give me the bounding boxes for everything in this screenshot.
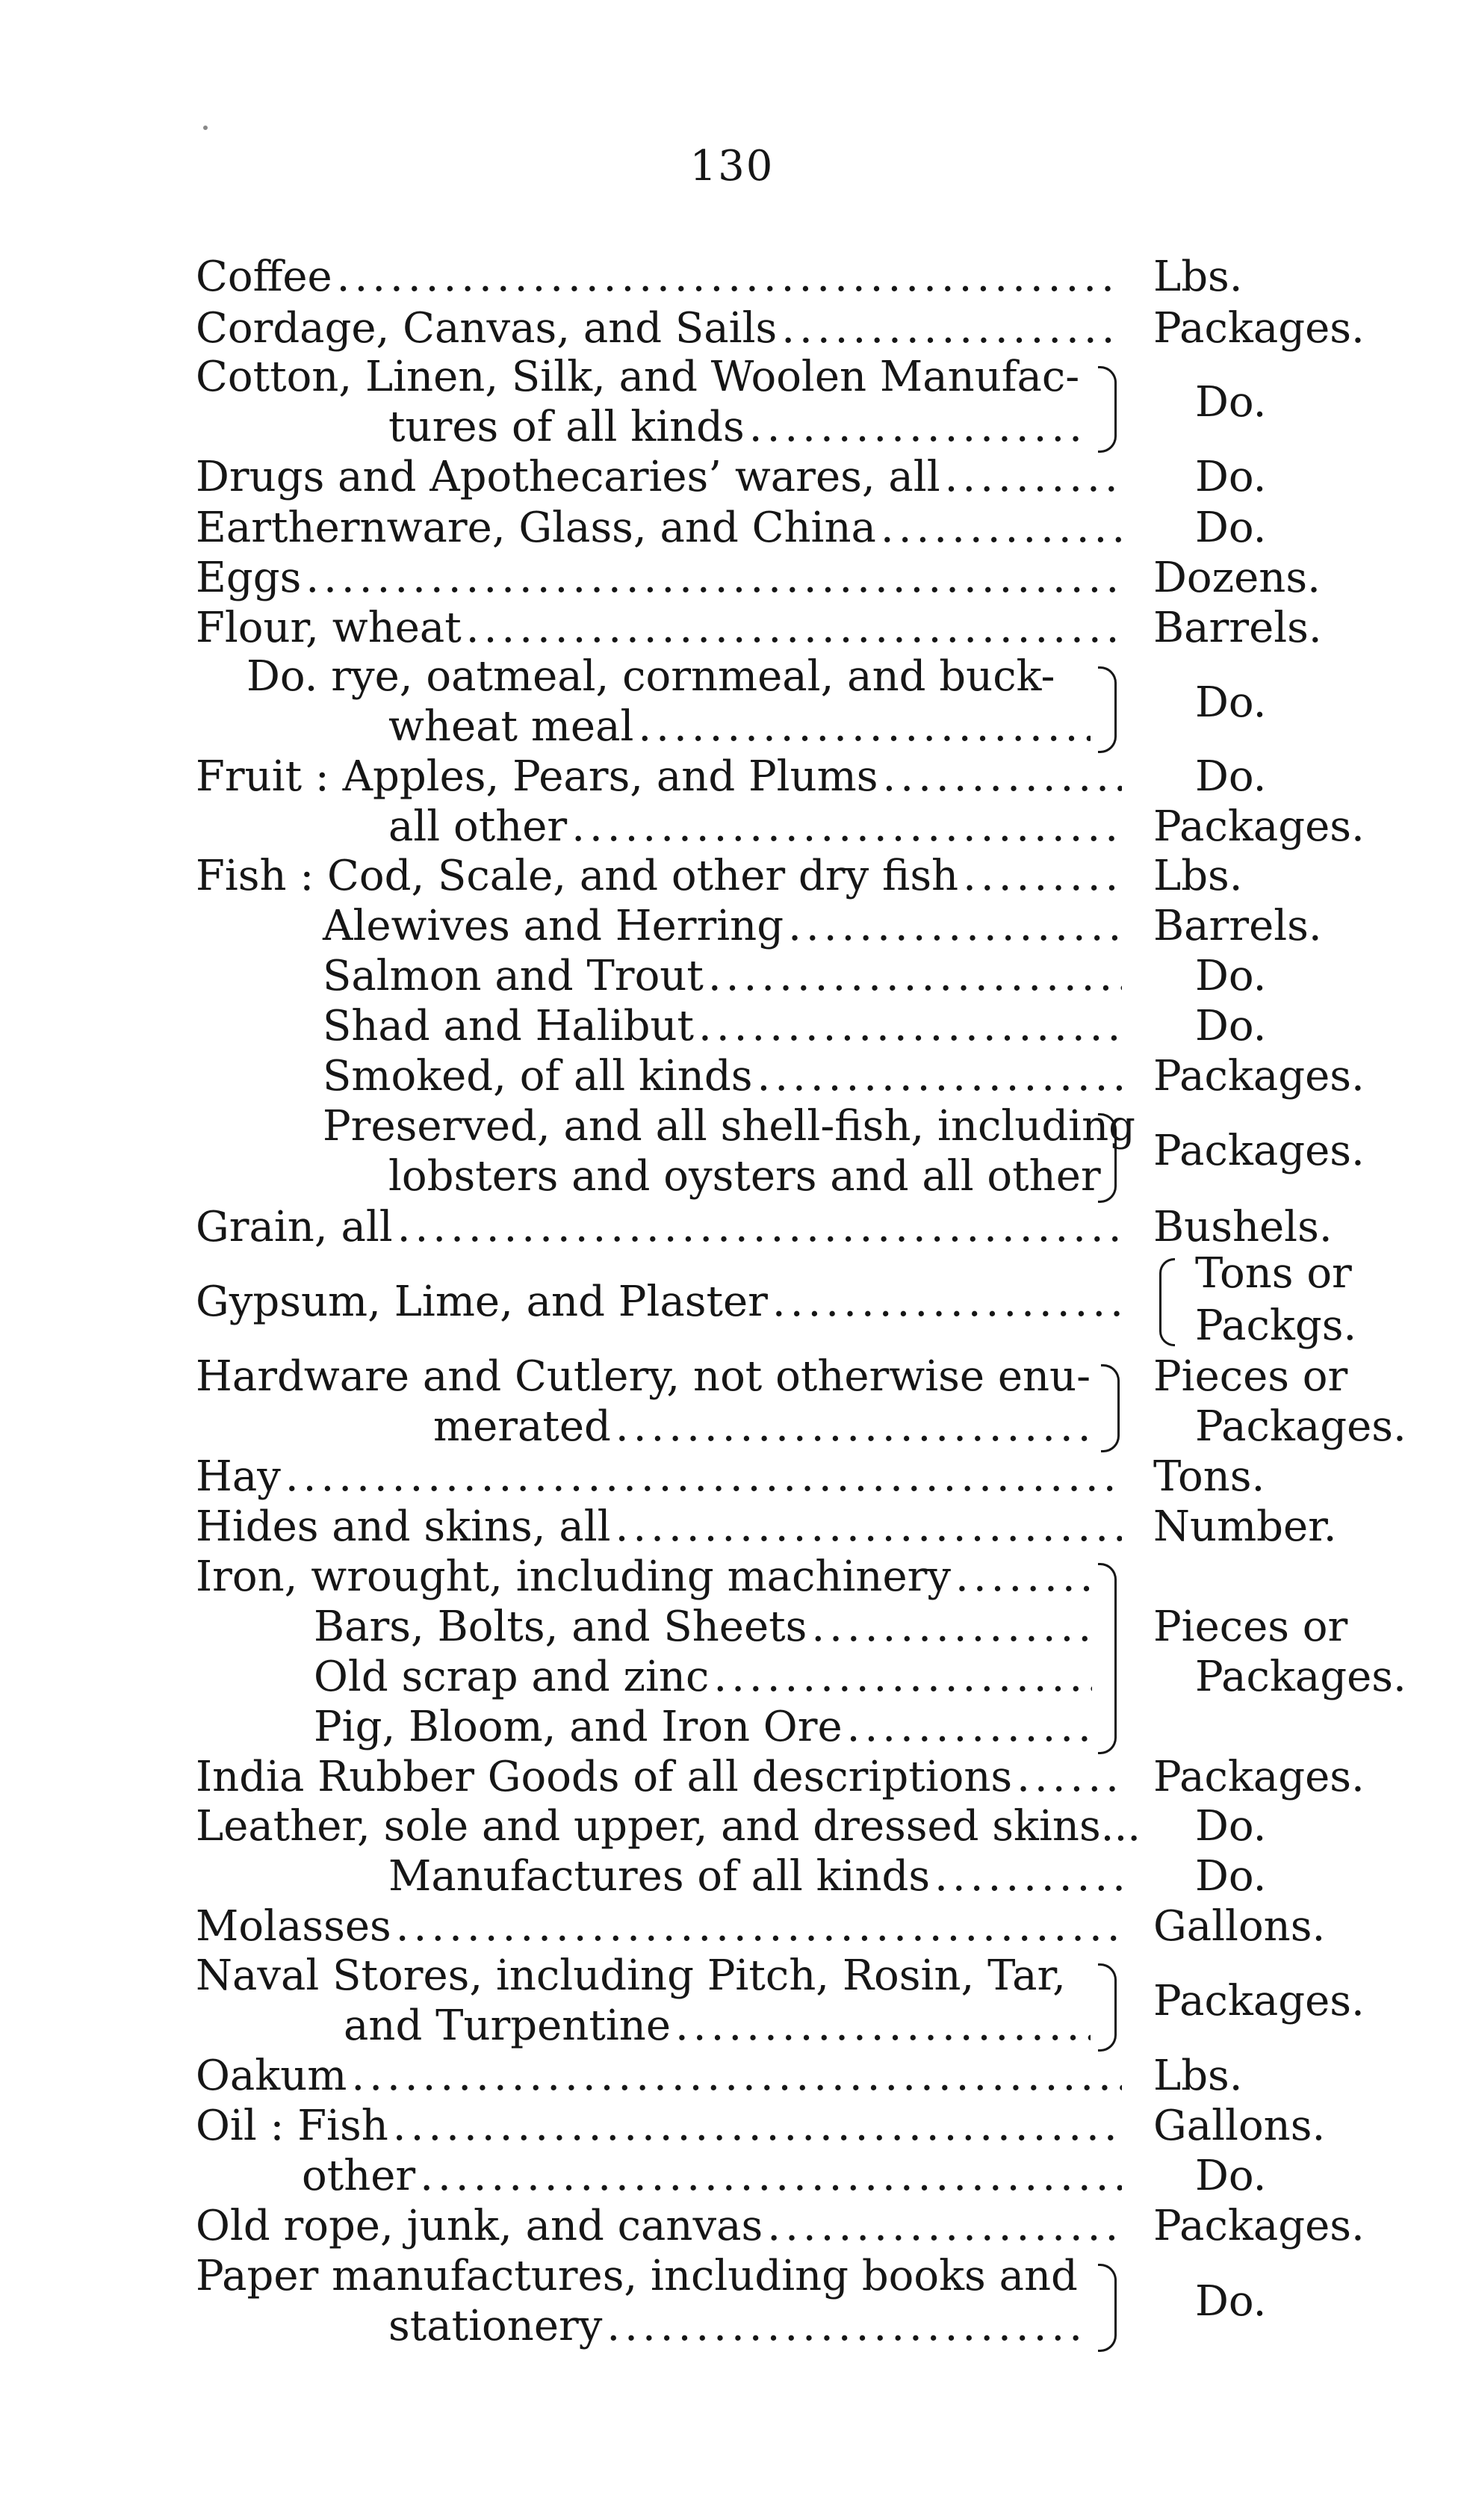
list-item: Hay ..... [196, 1451, 1122, 1503]
unit-label: Barrels. [1153, 902, 1322, 950]
right-brace [1098, 366, 1117, 453]
list-item: Cordage, Canvas, and Sails ..... [196, 303, 1122, 355]
unit-label: Packages. [1195, 1402, 1406, 1451]
unit-label: Do. [1195, 1802, 1267, 1851]
list-item: Fish : Cod, Scale, and other dry fish ..... [196, 850, 1122, 903]
unit-label: Packgs. [1195, 1301, 1357, 1350]
list-item: Old rope, junk, and canvas ..... [196, 2200, 1122, 2253]
right-brace [1098, 1963, 1117, 2052]
list-item: Oil : Fish ..... [196, 2100, 1122, 2152]
unit-label: Do. [1195, 752, 1267, 801]
speck-mark [203, 126, 208, 130]
list-item: Cotton, Linen, Silk, and Woolen Manufac- [196, 353, 1080, 401]
list-item: Manufactures of all kinds ..... [388, 1851, 1122, 1903]
list-item: Leather, sole and upper, and dressed skins... [196, 1802, 1141, 1851]
unit-label: Do. [1195, 1002, 1267, 1050]
unit-label: Tons. [1153, 1452, 1265, 1501]
list-item: Coffee ..... [196, 251, 1122, 303]
list-item: stationery ..... [388, 2300, 1091, 2353]
unit-label: Gallons. [1153, 2102, 1326, 2150]
unit-label: Gallons. [1153, 1902, 1326, 1951]
list-item: Old scrap and zinc ..... [314, 1651, 1092, 1703]
list-item: lobsters and oysters and all other [388, 1152, 1101, 1201]
unit-label: Number. [1153, 1502, 1337, 1551]
list-item: Smoked, of all kinds ..... [323, 1050, 1122, 1103]
right-brace [1098, 1113, 1117, 1203]
list-item: Oakum ..... [196, 2050, 1122, 2102]
list-item: Molasses ..... [196, 1901, 1122, 1953]
unit-label: Do. [1195, 952, 1267, 1000]
list-item: Shad and Halibut ..... [323, 1000, 1122, 1053]
list-item: merated ..... [433, 1401, 1098, 1453]
right-brace [1098, 2264, 1117, 2352]
unit-label: Packages. [1195, 1653, 1406, 1701]
list-item: and Turpentine ..... [344, 2000, 1091, 2052]
unit-label: Packages. [1153, 2202, 1365, 2250]
list-item: Paper manufactures, including books and [196, 2252, 1078, 2300]
unit-label: Lbs. [1153, 852, 1243, 900]
unit-label: Packages. [1153, 304, 1365, 353]
unit-label: Barrels. [1153, 604, 1322, 652]
right-brace [1098, 1563, 1117, 1754]
unit-label: Do. [1195, 504, 1267, 552]
unit-label: Tons or [1195, 1249, 1352, 1298]
list-item: Preserved, and all shell-fish, including [323, 1102, 1136, 1151]
list-item: wheat meal ..... [388, 701, 1091, 753]
page-number: 130 [689, 142, 775, 191]
list-item: Iron, wrought, including machinery ..... [196, 1551, 1092, 1603]
right-brace [1098, 666, 1117, 753]
unit-label: Lbs. [1153, 253, 1243, 301]
list-item: Pig, Bloom, and Iron Ore ..... [314, 1701, 1092, 1753]
left-brace [1159, 1258, 1175, 1346]
list-item: Salmon and Trout ..... [323, 950, 1122, 1003]
unit-label: Packages. [1153, 1977, 1365, 2025]
list-item: Gypsum, Lime, and Plaster ..... [196, 1276, 1122, 1328]
list-item: Grain, all ..... [196, 1201, 1122, 1254]
list-item: Do. rye, oatmeal, cornmeal, and buck- [246, 652, 1055, 701]
unit-label: Do. [1195, 378, 1267, 427]
unit-label: Do. [1195, 2277, 1267, 2326]
list-item: Drugs and Apothecaries’ wares, all ..... [196, 451, 1122, 504]
list-item: Eggs ..... [196, 552, 1122, 604]
unit-label: Do. [1195, 678, 1267, 727]
unit-label: Packages. [1153, 802, 1365, 851]
list-item: Hides and skins, all ..... [196, 1501, 1122, 1553]
list-item: other ..... [302, 2150, 1122, 2202]
unit-label: Lbs. [1153, 2052, 1243, 2100]
unit-label: Pieces or [1153, 1603, 1348, 1651]
unit-label: Packages. [1153, 1127, 1365, 1175]
unit-label: Do. [1195, 1852, 1267, 1901]
unit-label: Pieces or [1153, 1352, 1348, 1401]
list-item: India Rubber Goods of all descriptions ..... [196, 1751, 1122, 1804]
unit-label: Do. [1195, 453, 1267, 501]
unit-label: Packages. [1153, 1052, 1365, 1100]
unit-label: Dozens. [1153, 554, 1321, 602]
right-brace [1101, 1364, 1120, 1452]
list-item: Flour, wheat ..... [196, 602, 1122, 654]
list-item: Alewives and Herring ..... [323, 900, 1122, 953]
list-item: Earthernware, Glass, and China ..... [196, 502, 1122, 554]
list-item: tures of all kinds ..... [388, 401, 1091, 453]
list-item: all other ..... [388, 801, 1122, 853]
unit-label: Do. [1195, 2152, 1267, 2200]
unit-label: Bushels. [1153, 1203, 1333, 1251]
list-item: Fruit : Apples, Pears, and Plums ..... [196, 751, 1122, 803]
list-item: Hardware and Cutlery, not otherwise enu- [196, 1352, 1091, 1401]
list-item: Bars, Bolts, and Sheets ..... [314, 1601, 1092, 1653]
list-item: Naval Stores, including Pitch, Rosin, Tar, [196, 1951, 1066, 2000]
unit-label: Packages. [1153, 1753, 1365, 1801]
